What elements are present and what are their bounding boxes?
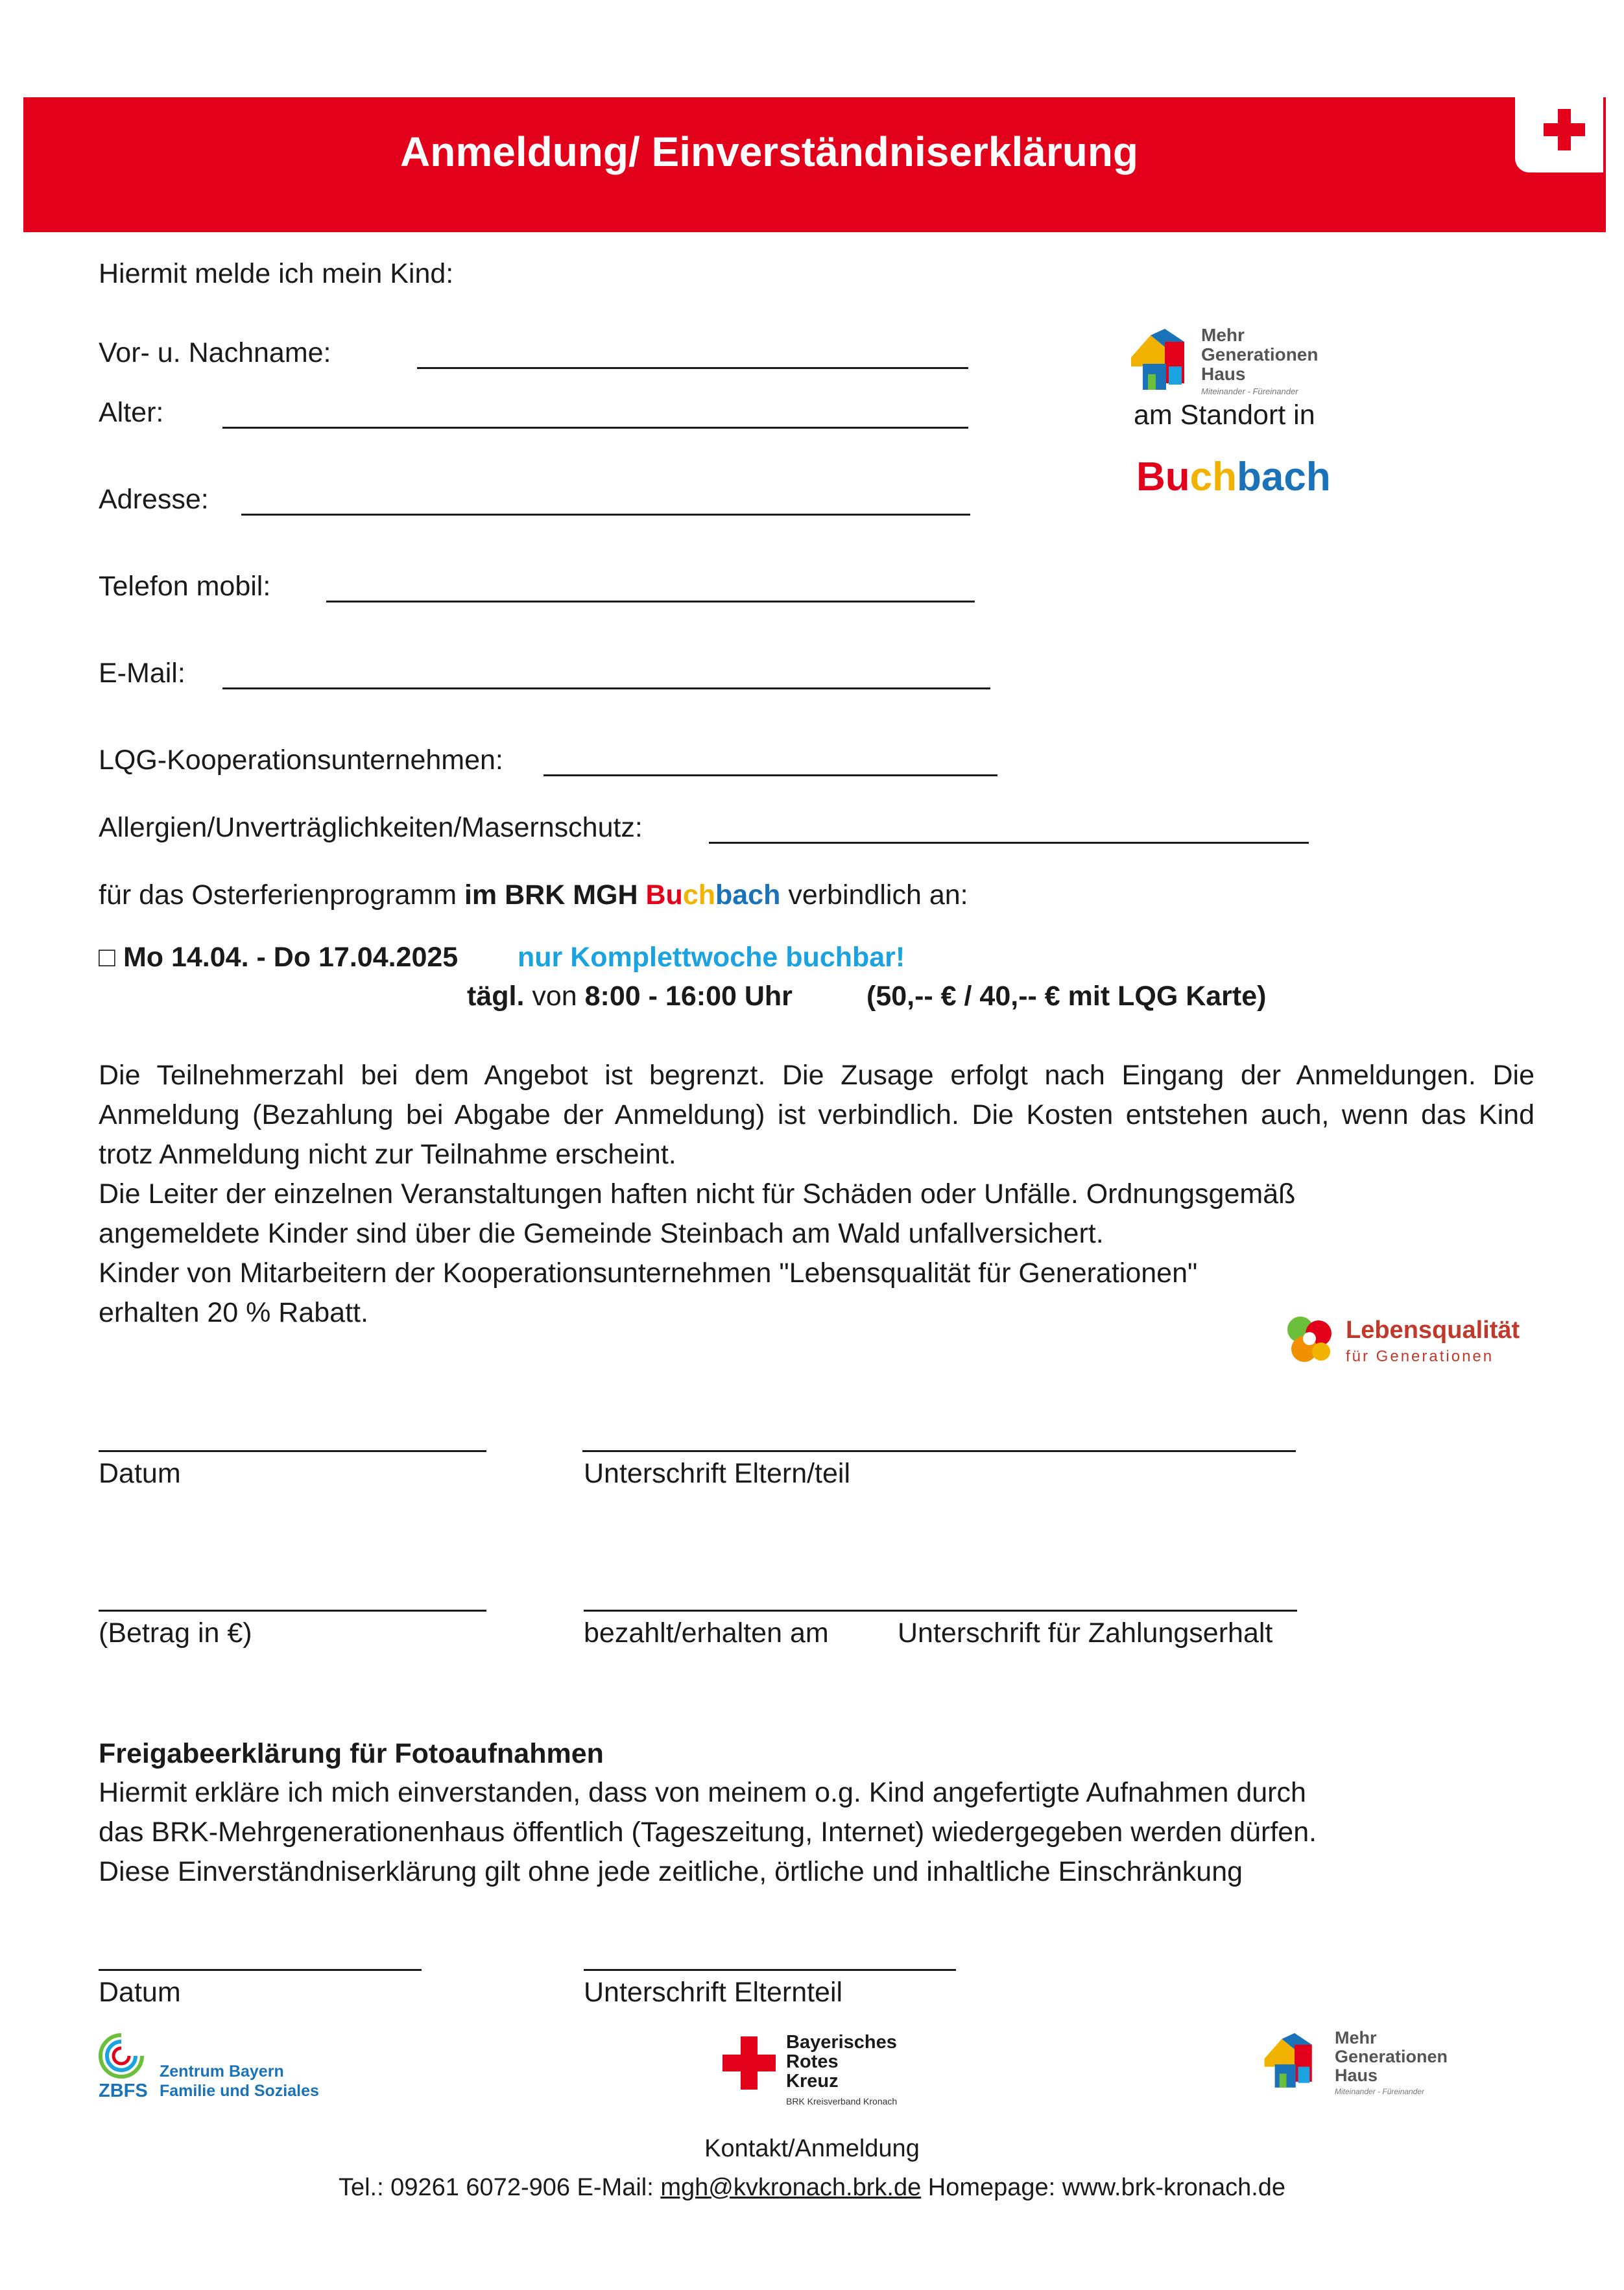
contact-homepage: Homepage: www.brk-kronach.de <box>921 2174 1286 2201</box>
program-daily <box>467 981 793 1012</box>
town-part-3: bach <box>1237 455 1331 499</box>
mgh-logo-line1: Mehr <box>1201 325 1245 345</box>
terms-p3-line1: Kinder von Mitarbeitern der Kooperationsunternehmen "Lebensqualität für Generationen" <box>99 1258 1198 1289</box>
name-label: Vor- u. Nachname: <box>99 337 331 368</box>
terms-paragraph <box>99 1056 1534 1333</box>
lqg-input-line[interactable] <box>543 774 997 776</box>
photo-signature-line[interactable] <box>584 1969 956 1971</box>
daily-label: tägl. <box>467 981 525 1012</box>
photo-date-line[interactable] <box>99 1969 422 1971</box>
zbfs-abbr: ZBFS <box>99 2081 148 2101</box>
program-line <box>99 879 968 911</box>
footer-mgh-tagline: Miteinander - Füreinander <box>1335 2087 1425 2096</box>
payment-signature-line[interactable] <box>584 1610 1297 1612</box>
terms-p1-line3: trotz Anmeldung nicht zur Teilnahme erscheint. <box>99 1139 676 1170</box>
age-input-line[interactable] <box>222 427 968 429</box>
zbfs-logo-icon <box>96 2033 147 2079</box>
terms-p2-line2: angemeldete Kinder sind über die Gemeinde Steinbach am Wald unfallversichert. <box>99 1218 1104 1249</box>
email-label: E-Mail: <box>99 658 185 689</box>
program-note: nur Komplettwoche buchbar! <box>518 942 905 973</box>
program-location: im BRK MGH <box>464 879 646 911</box>
mgh-logo-tagline: Miteinander - Füreinander <box>1201 387 1298 396</box>
mgh-logo-line2: Generationen <box>1201 344 1319 364</box>
town-part-2: ch <box>1189 455 1237 499</box>
brk-line3: Kreuz <box>786 2071 839 2092</box>
brk-line2: Rotes <box>786 2051 839 2072</box>
amount-line[interactable] <box>99 1610 486 1612</box>
email-input-line[interactable] <box>222 687 990 689</box>
address-input-line[interactable] <box>241 514 970 516</box>
program-dates: Mo 14.04. - Do 17.04.2025 <box>123 942 459 973</box>
contact-line <box>0 2174 1624 2202</box>
town-name-logo <box>1136 454 1331 500</box>
payment-signature-label: Unterschrift für Zahlungserhalt <box>898 1617 1273 1649</box>
photo-release-title: Freigabeerklärung für Fotoaufnahmen <box>99 1738 604 1769</box>
parent-signature-line[interactable] <box>582 1450 1296 1452</box>
date-label: Datum <box>99 1458 181 1489</box>
lqg-logo-icon <box>1281 1310 1339 1368</box>
footer-mgh-line3: Haus <box>1335 2066 1378 2085</box>
address-label: Adresse: <box>99 484 209 515</box>
red-cross-icon <box>1544 109 1585 150</box>
mgh-house-icon <box>1128 328 1201 396</box>
terms-p3-line2: erhalten 20 % Rabatt. <box>99 1297 368 1328</box>
contact-title: Kontakt/Anmeldung <box>704 2135 920 2162</box>
program-price: (50,-- € / 40,-- € mit LQG Karte) <box>866 981 1267 1012</box>
town-part-1: Bu <box>1136 455 1190 499</box>
contact-email-link[interactable]: mgh@kvkronach.brk.de <box>660 2174 922 2201</box>
parent-signature-label: Unterschrift Eltern/teil <box>584 1458 851 1489</box>
amount-label: (Betrag in €) <box>99 1617 252 1649</box>
standort-text: am Standort in <box>1134 400 1315 431</box>
brk-sub: BRK Kreisverband Kronach <box>786 2096 898 2106</box>
zbfs-line2: Familie und Soziales <box>160 2082 319 2100</box>
brk-line1: Bayerisches <box>786 2032 897 2053</box>
photo-release-line2: das BRK-Mehrgenerationenhaus öffentlich (Tageszeitung, Internet) wiedergegeben werden dürfen. <box>99 1817 1317 1848</box>
daily-von: von <box>524 981 585 1012</box>
program-town-1: Bu <box>645 879 683 911</box>
mgh-logo-line3: Haus <box>1201 364 1246 384</box>
daily-time: 8:00 - 16:00 Uhr <box>584 981 793 1012</box>
paid-label: bezahlt/erhalten am <box>584 1617 829 1649</box>
age-label: Alter: <box>99 397 164 428</box>
photo-release-line3: Diese Einverständniserklärung gilt ohne jede zeitliche, örtliche und inhaltliche Einschränkung <box>99 1856 1243 1887</box>
photo-release-line1: Hiermit erkläre ich mich einverstanden, dass von meinem o.g. Kind angefertigte Aufnahmen durch <box>99 1777 1306 1808</box>
terms-p1-line2: Anmeldung (Bezahlung bei Abgabe der Anmeldung) ist verbindlich. Die Kosten entstehen auch, wenn das Kind <box>99 1099 1534 1130</box>
lqg-logo-line1: Lebensqualität <box>1346 1317 1520 1344</box>
lqg-label: LQG-Kooperationsunternehmen: <box>99 745 503 776</box>
photo-signature-label: Unterschrift Elternteil <box>584 1977 843 2008</box>
zbfs-line1: Zentrum Bayern <box>160 2062 284 2081</box>
intro-text: Hiermit melde ich mein Kind: <box>99 258 454 289</box>
phone-label: Telefon mobil: <box>99 571 271 602</box>
page-title: Anmeldung/ Einverständniserklärung <box>400 128 1138 175</box>
photo-date-label: Datum <box>99 1977 181 2008</box>
footer-mgh-house-icon <box>1262 2031 1327 2093</box>
allergies-label: Allergien/Unverträglichkeiten/Masernschutz: <box>99 812 643 843</box>
brk-cross-icon <box>722 2036 776 2090</box>
phone-input-line[interactable] <box>326 601 975 602</box>
footer-mgh-line2: Generationen <box>1335 2047 1448 2066</box>
program-dates-row <box>99 942 458 973</box>
contact-tel: Tel.: 09261 6072-906 E-Mail: <box>338 2174 661 2201</box>
footer-mgh-line1: Mehr <box>1335 2028 1377 2047</box>
checkbox[interactable]: □ <box>99 942 115 973</box>
program-town-3: bach <box>715 879 781 911</box>
date-signature-line[interactable] <box>99 1450 486 1452</box>
name-input-line[interactable] <box>417 367 968 369</box>
program-town-2: ch <box>682 879 715 911</box>
terms-p1-line1: Die Teilnehmerzahl bei dem Angebot ist begrenzt. Die Zusage erfolgt nach Eingang der Anmeldungen. Die <box>99 1060 1534 1091</box>
program-suffix: verbindlich an: <box>780 879 968 911</box>
allergies-input-line[interactable] <box>709 842 1309 844</box>
lqg-logo-line2: für Generationen <box>1346 1348 1494 1365</box>
terms-p2-line1: Die Leiter der einzelnen Veranstaltungen haften nicht für Schäden oder Unfälle. Ordnungsgemäß <box>99 1178 1296 1210</box>
program-prefix: für das Osterferienprogramm <box>99 879 464 911</box>
